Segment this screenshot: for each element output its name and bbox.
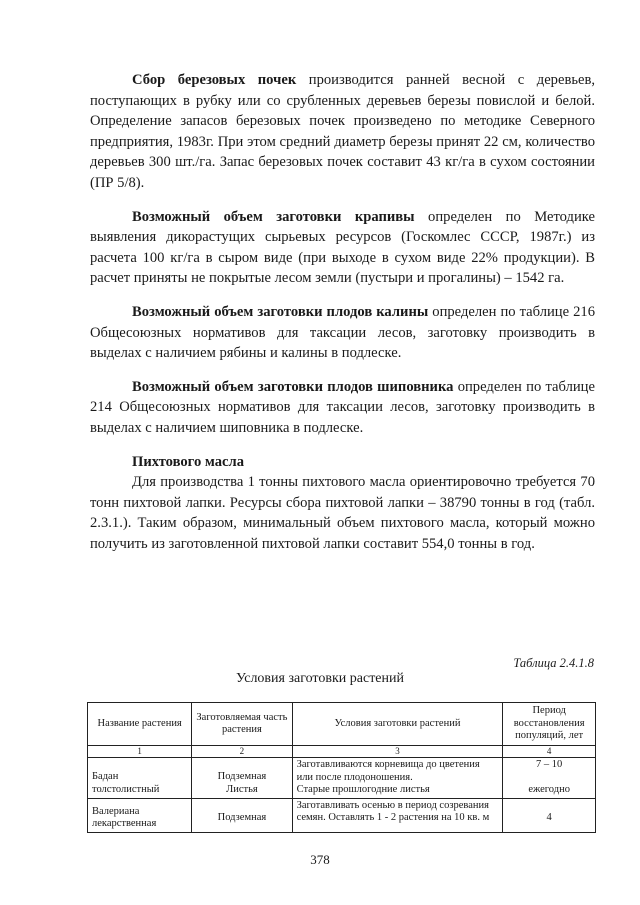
paragraph-lead: Сбор березовых почек — [132, 72, 297, 88]
header-plant-name: Название растения — [88, 703, 192, 746]
plant-part: Подземная — [217, 811, 267, 823]
period-value: 4 — [546, 811, 552, 823]
paragraph-lead: Возможный объем заготовки крапивы — [132, 208, 415, 225]
table-title: Условия заготовки растений — [236, 671, 404, 686]
paragraph-viburnum — [90, 302, 595, 364]
plant-name: Валериана лекарственная — [92, 805, 157, 829]
paragraph-lead: Возможный объем заготовки плодов шиповника — [132, 378, 454, 395]
harvest-conditions-table — [87, 702, 596, 833]
paragraph-text: определен по Методике выявления дикорастущих сырьевых ресурсов (Госкомлес СССР, 1987г.) из расчета 100 кг/га в сыром виде (при выходе в сухом виде 22% продукции). В расчет приняты не покрытые лесом земли (пустыри и прогалины) – 1542 га. — [90, 208, 595, 287]
condition-text: Заготавливать осенью в период созревания семян. Оставлять 1 - 2 растения на 10 кв. м — [296, 799, 490, 823]
cell-recovery-period — [503, 798, 596, 832]
condition-text: Заготавливаются корневища до цветения или после плодоношения. — [296, 759, 480, 783]
paragraph-fir-oil: Для производства 1 тонны пихтового масла ориентировочно требуется 70 тонн пихтовой лапки. Ресурсы сбора пихтовой лапки – 38790 тонны в год (табл. 2.3.1.). Таким образом, минимальный объем пихтового масла, который можно получить из заготовленной пихтовой лапки составит 554,0 тонны в год. — [90, 474, 595, 552]
column-number-row — [88, 746, 596, 758]
cell-recovery-period — [503, 758, 596, 799]
cell-conditions — [292, 758, 503, 799]
plant-name: Бадан толстолистный — [92, 771, 160, 795]
column-number: 4 — [503, 746, 596, 758]
header-recovery-period: Период восстановления популяций, лет — [503, 703, 596, 746]
column-number: 1 — [88, 746, 192, 758]
cell-plant-name — [88, 798, 192, 832]
condition-text: Старые прошлогодние листья — [296, 784, 430, 795]
column-number: 2 — [192, 746, 292, 758]
body-text — [90, 70, 595, 554]
cell-plant-part — [192, 798, 292, 832]
paragraph-lead: Возможный объем заготовки плодов калины — [132, 303, 429, 320]
cell-plant-name — [88, 758, 192, 799]
period-value: 7 – 10 — [536, 759, 563, 770]
column-number: 3 — [292, 746, 503, 758]
header-conditions: Условия заготовки растений — [292, 703, 503, 746]
paragraph-rosehip — [90, 377, 595, 439]
plant-part: Листья — [226, 783, 258, 795]
paragraph-birch-buds — [90, 70, 595, 194]
page-number: 378 — [310, 852, 330, 867]
table-row — [88, 758, 596, 799]
header-plant-part: Заготовляемая часть растения — [192, 703, 292, 746]
cell-conditions — [292, 798, 503, 832]
paragraph-text: определен по таблице 216 Общесоюзных нормативов для таксации лесов, заготовку производить в выделах с наличием рябины и калины в подлеске. — [90, 303, 595, 362]
period-value: ежегодно — [528, 783, 570, 795]
cell-plant-part — [192, 758, 292, 799]
table-row — [88, 798, 596, 832]
paragraph-text: определен по таблице 214 Общесоюзных нормативов для таксации лесов, заготовку производить в выделах с наличием шиповника в подлеске. — [90, 378, 595, 436]
plant-part: Подземная — [217, 771, 267, 782]
table-header-row — [88, 703, 596, 746]
paragraph-text: производится ранней весной с деревьев, поступающих в рубку или со срубленных деревьев березы повислой и белой. Определение запасов березовых почек произведено по методике Северного предприятия, 1983г. При этом средний диаметр березы принят 22 см, количество деревьев 300 шт./га. Запас березовых почек составит 43 кг/га в сухом состоянии (ПР 5/8). — [90, 72, 596, 191]
fir-oil-heading: Пихтового масла — [132, 453, 244, 470]
table-number: Таблица 2.4.1.8 — [513, 656, 594, 670]
paragraph-nettle — [90, 207, 595, 289]
